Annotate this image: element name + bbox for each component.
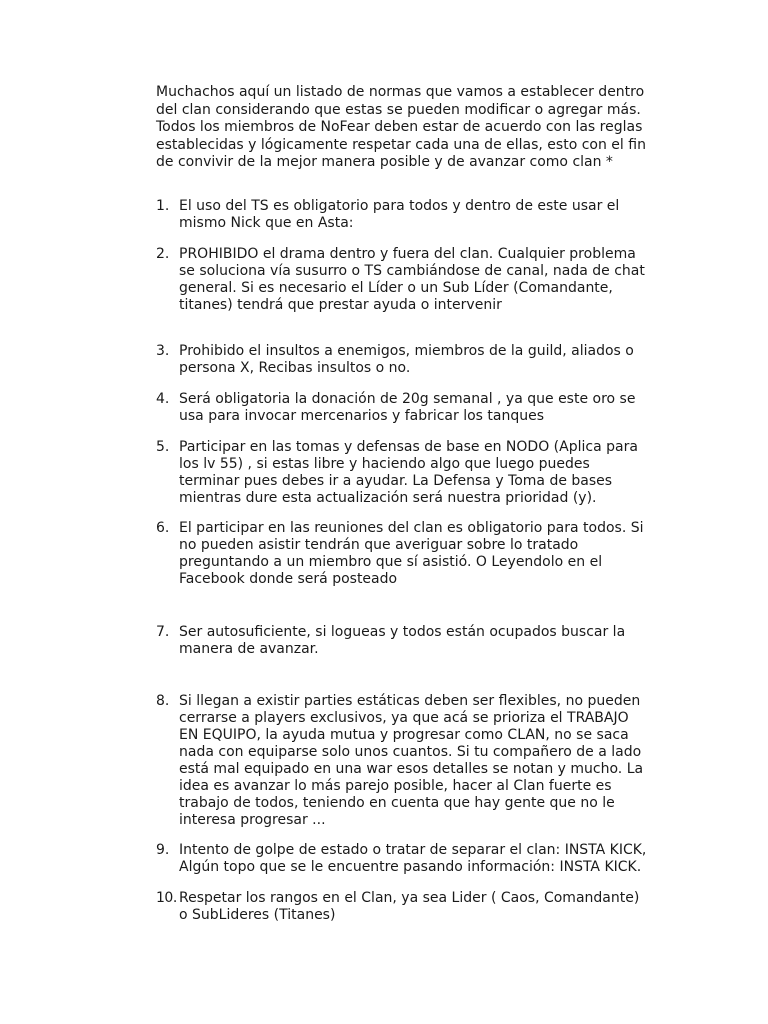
rule-number: 6.: [156, 520, 170, 536]
rule-item: [156, 439, 676, 507]
rule-item: [156, 693, 676, 829]
rule-number: 4.: [156, 391, 170, 407]
rule-item: [156, 890, 676, 924]
rule-text: El uso del TS es obligatorio para todos y dentro de este usar el mismo Nick que en Asta:: [179, 198, 620, 231]
rule-text: Respetar los rangos en el Clan, ya sea Lider ( Caos, Comandante) o SubLideres (Titanes): [179, 890, 640, 923]
rule-number: 10.: [156, 890, 177, 906]
rule-number: 5.: [156, 439, 170, 455]
intro-paragraph: Muchachos aquí un listado de normas que vamos a establecer dentro del clan considerando que estas se pueden modificar o agregar más. Todos los miembros de NoFear deben estar de acuerdo con las reglas establecidas y lógicamente respetar cada una de ellas, esto con el fin de convivir de la mejor manera posible y de avanzar como clan *: [156, 84, 646, 170]
rule-item: [156, 343, 676, 377]
rule-number: 7.: [156, 624, 170, 640]
rule-text: Prohibido el insultos a enemigos, miembros de la guild, aliados o persona X, Recibas insultos o no.: [179, 343, 634, 376]
rule-item: [156, 391, 676, 425]
rule-text: Será obligatoria la donación de 20g semanal , ya que este oro se usa para invocar mercenarios y fabricar los tanques: [179, 391, 636, 424]
rule-text: PROHIBIDO el drama dentro y fuera del clan. Cualquier problema se soluciona vía susurro o TS cambiándose de canal, nada de chat general. Si es necesario el Líder o un Sub Líder (Comandante, titanes) tendrá que prestar ayuda o intervenir: [179, 246, 645, 313]
rule-text: Si llegan a existir parties estáticas deben ser flexibles, no pueden cerrarse a players exclusivos, ya que acá se prioriza el TRABAJO EN EQUIPO, la ayuda mutua y progresar como CLAN, no se saca nada con equiparse solo unos cuantos. Si tu compañero de a lado está mal equipado en una war esos detalles se notan y mucho. La idea es avanzar lo más parejo posible, hacer al Clan fuerte es trabajo de todos, teniendo en cuenta que hay gente que no le interesa progresar ...: [179, 693, 644, 828]
rule-text: Ser autosuficiente, si logueas y todos están ocupados buscar la manera de avanzar.: [179, 624, 626, 657]
rule-item: [156, 624, 676, 658]
rule-number: 8.: [156, 693, 170, 709]
rule-item: [156, 246, 676, 314]
rule-text: Intento de golpe de estado o tratar de separar el clan: INSTA KICK, Algún topo que se le encuentre pasando información: INSTA KICK.: [179, 842, 647, 875]
rule-number: 9.: [156, 842, 170, 858]
rule-number: 3.: [156, 343, 170, 359]
rule-text: Participar en las tomas y defensas de base en NODO (Aplica para los lv 55) , si estas libre y haciendo algo que luego puedes terminar pues debes ir a ayudar. La Defensa y Toma de bases mientras dure esta actualización será nuestra prioridad (y).: [179, 439, 638, 506]
rule-item: [156, 198, 676, 232]
rule-number: 1.: [156, 198, 170, 214]
rule-text: El participar en las reuniones del clan es obligatorio para todos. Si no pueden asistir tendrán que averiguar sobre lo tratado preguntando a un miembro que sí asistió. O Leyendolo en el Facebook donde será posteado: [179, 520, 644, 587]
rule-item: [156, 520, 676, 588]
rule-item: [156, 842, 676, 876]
rule-number: 2.: [156, 246, 170, 262]
